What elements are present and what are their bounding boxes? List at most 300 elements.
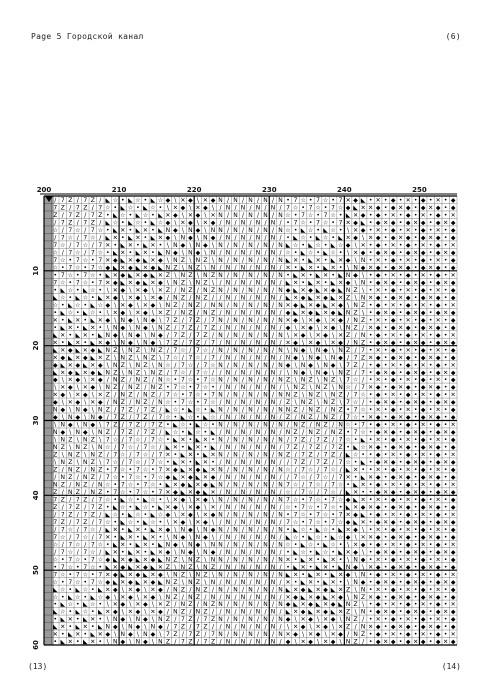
stitch-symbol: •	[121, 526, 125, 534]
stitch-symbol: ◆	[420, 316, 426, 324]
stitch-symbol: N	[278, 272, 283, 279]
stitch-symbol: N	[105, 331, 111, 339]
stitch-symbol: /	[241, 421, 245, 429]
stitch-symbol: ◆	[105, 556, 111, 564]
stitch-symbol: N	[323, 399, 328, 407]
stitch-symbol: ◆	[435, 533, 441, 541]
stitch-symbol: •	[428, 309, 433, 317]
stitch-symbol: ☆	[165, 414, 171, 422]
stitch-symbol: ◣	[158, 212, 163, 220]
stitch-symbol: ☆	[202, 421, 209, 429]
stitch-symbol: ◣	[52, 586, 58, 594]
stitch-symbol: ◆	[120, 324, 126, 332]
stitch-symbol: ✕	[390, 481, 396, 489]
stitch-symbol: ✕	[172, 481, 178, 489]
stitch-symbol: ◣	[360, 436, 366, 444]
stitch-symbol: /	[249, 518, 252, 526]
stitch-symbol: ◣	[90, 339, 96, 347]
stitch-symbol: N	[345, 324, 351, 332]
stitch-symbol: ✕	[285, 593, 291, 601]
stitch-symbol: /	[226, 257, 230, 264]
stitch-symbol: ◆	[390, 616, 396, 624]
stitch-symbol: ☆	[315, 204, 321, 212]
stitch-symbol: •	[83, 339, 88, 347]
stitch-symbol: ☆	[60, 279, 66, 287]
stitch-symbol: Z	[83, 518, 88, 526]
stitch-symbol: •	[443, 204, 448, 212]
stitch-symbol: /	[294, 466, 297, 474]
stitch-symbol: 7	[128, 459, 133, 467]
stitch-symbol: ◆	[390, 406, 396, 414]
stitch-symbol: ◆	[390, 586, 396, 594]
stitch-symbol: 7	[301, 466, 306, 474]
stitch-symbol: ◆	[120, 616, 126, 624]
stitch-symbol: /	[241, 571, 245, 579]
stitch-symbol: ☆	[165, 399, 171, 407]
stitch-symbol: ◆	[75, 376, 81, 384]
stitch-symbol: \	[354, 242, 357, 249]
stitch-symbol: •	[428, 571, 433, 579]
stitch-symbol: Z	[308, 399, 313, 407]
stitch-symbol: ✕	[405, 466, 411, 474]
stitch-symbol: ◆	[375, 212, 381, 220]
stitch-symbol: /	[174, 309, 177, 317]
stitch-symbol: \	[91, 444, 94, 452]
stitch-symbol: ✕	[413, 369, 419, 377]
stitch-symbol: N	[105, 369, 111, 377]
stitch-symbol: 7	[60, 272, 65, 279]
stitch-symbol: ☆	[330, 504, 336, 511]
stitch-symbol: N	[278, 526, 283, 534]
stitch-symbol: Z	[68, 219, 73, 227]
stitch-symbol: 7	[331, 518, 336, 526]
stitch-symbol: \	[144, 369, 147, 377]
stitch-symbol: ✕	[428, 414, 434, 422]
stitch-symbol: N	[143, 354, 148, 362]
stitch-symbol: ◆	[285, 638, 291, 646]
stitch-symbol: •	[398, 436, 403, 444]
stitch-symbol: 7	[128, 474, 133, 481]
stitch-symbol: ◆	[390, 324, 396, 332]
stitch-symbol: ◆	[300, 608, 306, 616]
stitch-symbol: ◆	[375, 511, 381, 519]
stitch-symbol: ◣	[52, 369, 58, 377]
stitch-symbol: 7	[53, 257, 58, 264]
stitch-symbol: /	[256, 257, 260, 264]
stitch-symbol: •	[53, 286, 58, 294]
stitch-symbol: ✕	[180, 511, 186, 519]
stitch-symbol: ◆	[435, 361, 441, 369]
stitch-symbol: ◆	[353, 272, 358, 279]
stitch-symbol: •	[413, 623, 418, 631]
stitch-symbol: \	[204, 264, 207, 272]
stitch-symbol: ◣	[353, 481, 358, 489]
stitch-symbol: ☆	[315, 481, 321, 489]
stitch-symbol: ✕	[375, 466, 381, 474]
stitch-symbol: ✕	[443, 309, 449, 317]
stitch-symbol: \	[347, 227, 350, 235]
stitch-symbol: Z	[83, 481, 88, 489]
stitch-symbol: /	[264, 608, 267, 616]
stitch-symbol: /	[226, 496, 230, 504]
stitch-symbol: \	[286, 384, 290, 392]
stitch-symbol: ◣	[75, 369, 81, 377]
stitch-symbol: 7	[165, 391, 170, 399]
stitch-symbol: N	[255, 339, 261, 347]
stitch-symbol: ◆	[390, 204, 396, 212]
stitch-symbol: ☆	[75, 264, 81, 272]
stitch-symbol: ◆	[180, 242, 186, 249]
row-number-label: 30	[32, 415, 40, 426]
stitch-symbol: ✕	[405, 286, 411, 294]
stitch-symbol: 7	[188, 631, 193, 639]
stitch-symbol: Z	[60, 204, 65, 212]
stitch-symbol: ✕	[315, 331, 321, 339]
stitch-symbol: •	[293, 504, 298, 511]
stitch-symbol: ◆	[405, 264, 411, 272]
stitch-symbol: ◣	[300, 264, 306, 272]
stitch-symbol: ◆	[52, 361, 58, 369]
stitch-symbol: ◆	[375, 331, 381, 339]
stitch-symbol: ✕	[368, 324, 374, 332]
stitch-symbol: ◣	[330, 257, 336, 264]
column-number-label: 220	[186, 186, 202, 194]
stitch-symbol: •	[398, 272, 403, 279]
stitch-symbol: /	[264, 249, 267, 257]
stitch-symbol: /	[249, 399, 252, 407]
stitch-symbol: N	[195, 571, 201, 579]
stitch-symbol: N	[360, 331, 366, 339]
stitch-symbol: N	[218, 391, 223, 399]
stitch-symbol: N	[278, 301, 283, 309]
stitch-symbol: /	[264, 623, 267, 631]
stitch-symbol: •	[413, 384, 418, 392]
stitch-symbol: N	[278, 571, 283, 579]
stitch-symbol: •	[323, 257, 328, 264]
stitch-symbol: /	[249, 444, 252, 452]
stitch-symbol: ✕	[450, 601, 456, 609]
stitch-symbol: \	[204, 556, 207, 564]
stitch-symbol: \	[189, 257, 192, 264]
stitch-symbol: N	[233, 286, 238, 294]
stitch-symbol: ✕	[360, 481, 366, 489]
stitch-symbol: ☆	[90, 548, 96, 556]
stitch-symbol: ◣	[345, 489, 351, 496]
stitch-symbol: •	[353, 421, 358, 429]
stitch-symbol: N	[270, 429, 276, 437]
stitch-symbol: /	[256, 601, 260, 609]
stitch-symbol: ◣	[97, 369, 103, 377]
stitch-symbol: ✕	[450, 451, 456, 459]
stitch-symbol: /	[204, 316, 207, 324]
stitch-symbol: ◣	[360, 511, 366, 519]
stitch-symbol: •	[76, 309, 80, 317]
stitch-symbol: ☆	[337, 242, 344, 249]
stitch-symbol: •	[53, 638, 58, 646]
stitch-symbol: Z	[150, 429, 155, 437]
stitch-symbol: Z	[165, 563, 170, 571]
stitch-symbol: ✕	[435, 556, 441, 564]
stitch-symbol: \	[181, 264, 184, 272]
stitch-symbol: 7	[75, 257, 80, 264]
stitch-symbol: 7	[98, 242, 103, 249]
stitch-symbol: ✕	[368, 384, 374, 392]
stitch-symbol: \	[144, 294, 147, 302]
stitch-symbol: \	[99, 436, 102, 444]
stitch-symbol: ◆	[390, 414, 396, 422]
stitch-symbol: ✕	[443, 518, 449, 526]
stitch-symbol: /	[249, 533, 252, 541]
stitch-symbol: •	[413, 474, 418, 481]
stitch-symbol: ✕	[120, 249, 126, 257]
stitch-symbol: N	[270, 474, 276, 481]
stitch-symbol: ✕	[375, 616, 381, 624]
stitch-symbol: ◆	[375, 474, 381, 481]
stitch-symbol: /	[219, 578, 222, 586]
stitch-symbol: ◆	[390, 369, 396, 377]
stitch-symbol: N	[233, 227, 238, 235]
stitch-symbol: ◆	[435, 391, 441, 399]
stitch-symbol: ◆	[435, 354, 441, 362]
stitch-symbol: \	[69, 406, 72, 414]
stitch-symbol: /	[271, 346, 275, 354]
stitch-symbol: N	[60, 436, 66, 444]
stitch-symbol: /	[91, 204, 94, 212]
stitch-symbol: ✕	[383, 309, 389, 317]
stitch-symbol: •	[293, 541, 298, 549]
stitch-symbol: /	[151, 399, 154, 407]
stitch-symbol: •	[413, 272, 418, 279]
stitch-symbol: N	[248, 391, 253, 399]
stitch-symbol: •	[428, 249, 433, 257]
stitch-symbol: ◣	[52, 623, 58, 631]
stitch-symbol: /	[241, 316, 245, 324]
stitch-symbol: \	[99, 459, 102, 467]
stitch-symbol: /	[61, 466, 64, 474]
stitch-symbol: /	[91, 481, 94, 489]
stitch-symbol: ◣	[75, 623, 81, 631]
stitch-symbol: \	[339, 376, 342, 384]
row-number-label: 40	[32, 490, 40, 501]
stitch-symbol: /	[219, 309, 222, 317]
stitch-symbol: ☆	[157, 511, 164, 519]
stitch-symbol: /	[61, 249, 64, 257]
stitch-symbol: ◆	[112, 294, 118, 302]
stitch-symbol: /	[226, 481, 230, 489]
stitch-symbol: /	[226, 526, 230, 534]
stitch-symbol: ☆	[75, 541, 81, 549]
stitch-symbol: 7	[165, 339, 170, 347]
stitch-symbol: ☆	[75, 578, 81, 586]
stitch-symbol: N	[278, 346, 283, 354]
column-number-label: 240	[337, 186, 352, 194]
stitch-symbol: ✕	[390, 331, 396, 339]
stitch-symbol: 7	[338, 459, 343, 467]
stitch-symbol: •	[68, 257, 73, 264]
stitch-symbol: ◆	[375, 593, 381, 601]
stitch-symbol: •	[398, 212, 403, 220]
page-header-title: Page 5 Городской канал	[31, 32, 144, 41]
stitch-symbol: \	[181, 556, 184, 564]
stitch-symbol: \	[294, 376, 297, 384]
stitch-symbol: \	[309, 623, 312, 631]
stitch-symbol: 7	[180, 376, 185, 384]
stitch-symbol: ◆	[450, 578, 456, 586]
stitch-symbol: ✕	[142, 301, 148, 309]
stitch-symbol: N	[225, 279, 231, 287]
stitch-symbol: ◣	[315, 234, 321, 242]
stitch-symbol: N	[128, 369, 133, 377]
stitch-symbol: ◆	[173, 212, 178, 220]
stitch-symbol: Z	[353, 638, 358, 646]
stitch-symbol: /	[181, 631, 184, 639]
stitch-symbol: /	[354, 331, 357, 339]
stitch-symbol: ✕	[330, 593, 336, 601]
stitch-symbol: Z	[346, 346, 351, 354]
stitch-symbol: •	[368, 436, 373, 444]
stitch-symbol: 7	[286, 518, 290, 526]
stitch-symbol: ✕	[383, 279, 389, 287]
stitch-symbol: /	[264, 264, 267, 272]
stitch-symbol: /	[249, 608, 252, 616]
stitch-symbol: ✕	[150, 257, 156, 264]
stitch-symbol: •	[293, 249, 298, 257]
stitch-symbol: ✕	[75, 339, 81, 347]
stitch-symbol: ✕	[375, 406, 381, 414]
stitch-symbol: 7	[90, 556, 95, 564]
stitch-symbol: Z	[180, 279, 185, 287]
stitch-symbol: ◣	[105, 272, 111, 279]
stitch-symbol: Z	[353, 601, 358, 609]
stitch-symbol: /	[347, 391, 350, 399]
stitch-symbol: ◆	[450, 504, 456, 511]
stitch-symbol: ◣	[158, 227, 163, 235]
stitch-symbol: ✕	[157, 234, 163, 242]
stitch-symbol: N	[68, 451, 73, 459]
stitch-symbol: ☆	[105, 481, 111, 489]
stitch-symbol: ✕	[120, 556, 126, 564]
stitch-symbol: ✕	[390, 421, 396, 429]
stitch-symbol: Z	[331, 399, 336, 407]
stitch-symbol: /	[302, 481, 305, 489]
stitch-symbol: •	[383, 481, 388, 489]
stitch-symbol: •	[151, 466, 155, 474]
stitch-symbol: ◆	[375, 504, 381, 511]
stitch-symbol: ☆	[330, 489, 336, 496]
stitch-symbol: ◣	[75, 586, 81, 594]
stitch-symbol: ✕	[413, 608, 419, 616]
stitch-symbol: N	[233, 346, 238, 354]
stitch-symbol: ◣	[143, 496, 148, 504]
stitch-symbol: ◆	[105, 264, 111, 272]
stitch-symbol: N	[150, 623, 156, 631]
stitch-symbol: ✕	[383, 369, 389, 377]
stitch-symbol: /	[99, 511, 102, 519]
stitch-symbol: \	[174, 219, 177, 227]
stitch-symbol: •	[196, 376, 200, 384]
stitch-symbol: N	[255, 324, 261, 332]
stitch-symbol: N	[293, 421, 298, 429]
stitch-symbol: ◆	[435, 638, 441, 646]
stitch-symbol: •	[106, 504, 110, 511]
stitch-symbol: N	[270, 623, 276, 631]
stitch-symbol: •	[368, 466, 373, 474]
stitch-symbol: •	[398, 548, 403, 556]
stitch-symbol: ◆	[308, 638, 313, 646]
stitch-symbol: /	[271, 526, 275, 534]
stitch-symbol: /	[174, 361, 177, 369]
stitch-symbol: Z	[195, 556, 200, 564]
stitch-symbol: ◆	[210, 234, 216, 242]
stitch-symbol: •	[353, 459, 358, 467]
stitch-symbol: /	[309, 474, 312, 481]
stitch-symbol: ◆	[210, 526, 216, 534]
stitch-symbol: •	[61, 593, 65, 601]
stitch-symbol: •	[443, 586, 448, 594]
stitch-symbol: ◆	[435, 504, 441, 511]
stitch-symbol: /	[99, 219, 102, 227]
stitch-symbol: ✕	[450, 571, 456, 579]
stitch-symbol: /	[256, 631, 260, 639]
stitch-symbol: •	[398, 331, 403, 339]
stitch-symbol: N	[353, 264, 358, 272]
stitch-symbol: ◣	[82, 601, 88, 609]
stitch-symbol: \	[204, 212, 207, 220]
stitch-symbol: 7	[203, 324, 208, 332]
stitch-symbol: ☆	[322, 197, 329, 205]
stitch-symbol: N	[225, 369, 231, 377]
stitch-symbol: ◆	[450, 616, 456, 624]
stitch-symbol: N	[278, 556, 283, 564]
stitch-symbol: •	[383, 227, 388, 235]
stitch-symbol: •	[98, 638, 103, 646]
stitch-symbol: /	[249, 489, 252, 496]
stitch-symbol: /	[196, 638, 199, 646]
stitch-symbol: •	[413, 346, 418, 354]
stitch-symbol: •	[113, 242, 118, 249]
stitch-symbol: /	[189, 346, 192, 354]
stitch-symbol: \	[84, 376, 87, 384]
stitch-symbol: N	[233, 301, 238, 309]
stitch-symbol: •	[106, 212, 110, 220]
stitch-symbol: ◆	[390, 518, 396, 526]
stitch-symbol: ✕	[435, 616, 441, 624]
stitch-symbol: N	[293, 384, 298, 392]
stitch-symbol: /	[271, 361, 275, 369]
stitch-symbol: ☆	[307, 541, 314, 549]
stitch-symbol: N	[158, 399, 163, 407]
stitch-symbol: ◆	[112, 608, 118, 616]
stitch-symbol: ☆	[307, 249, 314, 257]
stitch-symbol: /	[114, 444, 117, 452]
stitch-symbol: N	[240, 369, 246, 377]
stitch-symbol: ◆	[405, 459, 411, 467]
stitch-symbol: ◆	[390, 556, 396, 564]
stitch-symbol: ◆	[203, 481, 208, 489]
stitch-symbol: ◆	[405, 399, 411, 407]
stitch-symbol: /	[196, 361, 199, 369]
stitch-symbol: ◆	[420, 399, 426, 407]
stitch-symbol: 7	[105, 436, 110, 444]
stitch-symbol: \	[159, 339, 162, 347]
stitch-symbol: •	[301, 571, 305, 579]
stitch-symbol: •	[428, 257, 433, 264]
stitch-symbol: ◆	[375, 459, 381, 467]
stitch-symbol: •	[443, 474, 448, 481]
stitch-symbol: •	[398, 391, 403, 399]
stitch-symbol: ✕	[398, 324, 404, 332]
stitch-symbol: /	[241, 631, 245, 639]
